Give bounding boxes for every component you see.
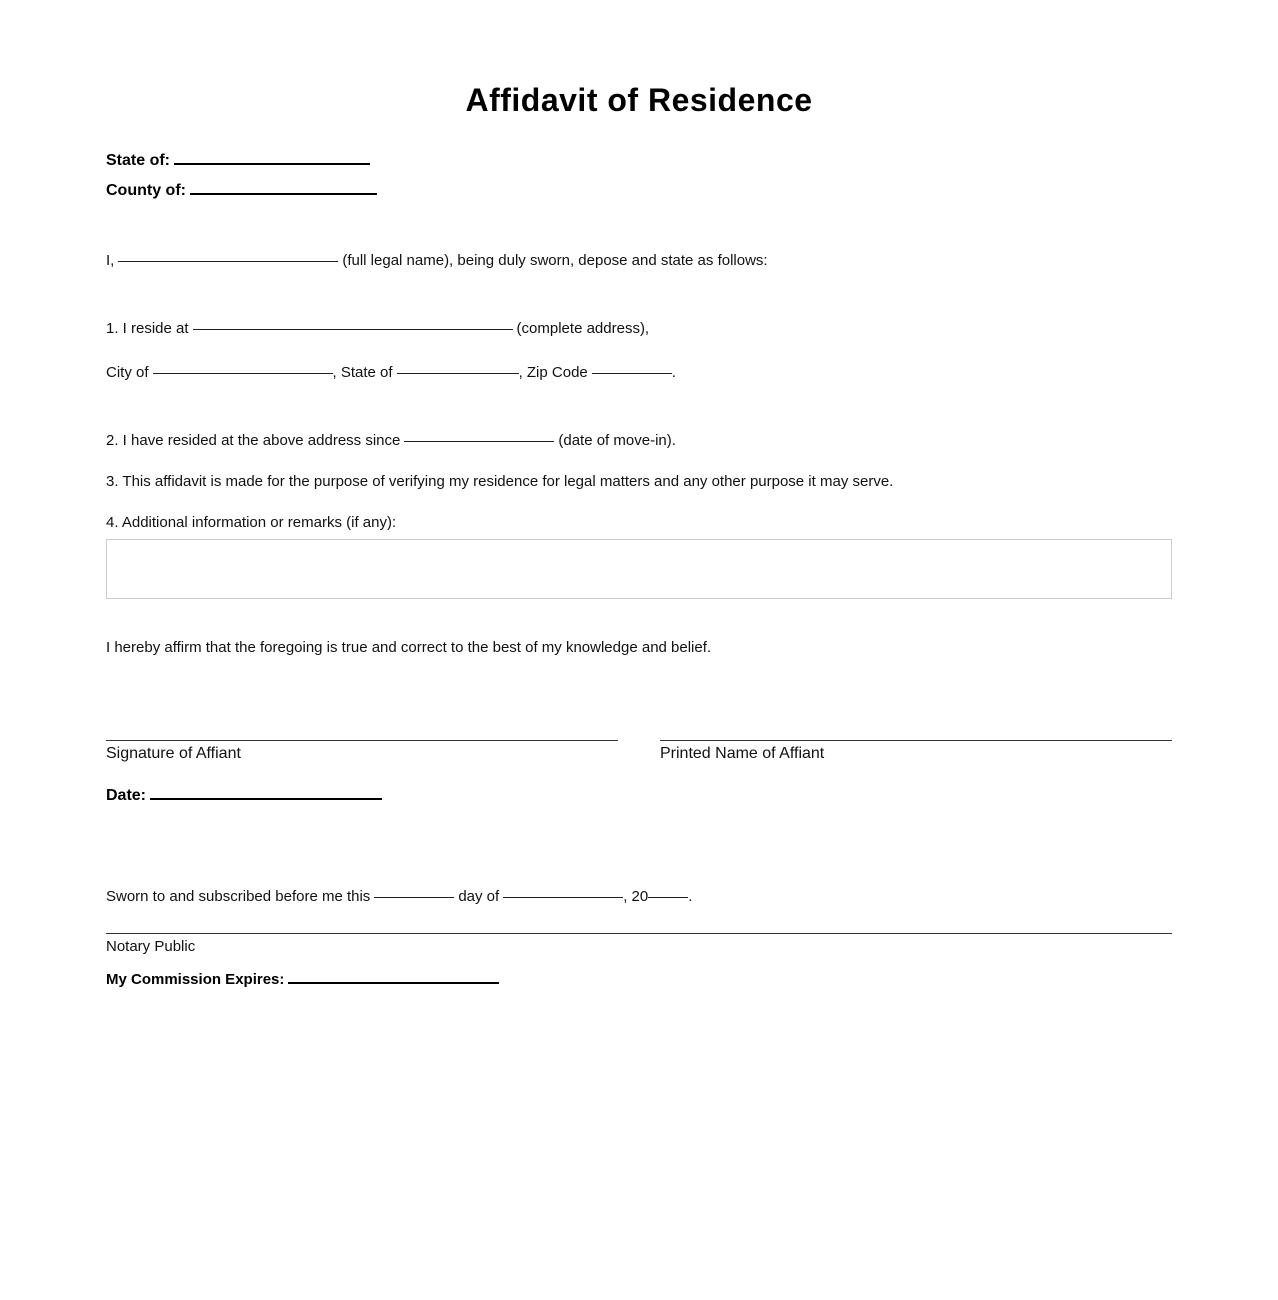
zip-label: , Zip Code [518, 364, 588, 381]
commission-blank[interactable] [288, 981, 499, 984]
city-blank[interactable] [153, 373, 333, 374]
day-of-label: day of [458, 888, 500, 905]
printed-name-label: Printed Name of Affiant [660, 745, 825, 762]
intro-line [106, 252, 768, 269]
notary-label: Notary Public [106, 938, 196, 955]
county-blank[interactable] [190, 192, 377, 195]
item-1-prefix: 1. I reside at [106, 320, 189, 337]
commission-label: My Commission Expires: [106, 971, 285, 988]
county-label: County of: [106, 182, 186, 199]
zip-blank[interactable] [592, 373, 672, 374]
state-label: State of: [106, 152, 170, 169]
sworn-prefix: Sworn to and subscribed before me this [106, 888, 371, 905]
commission-field [106, 971, 499, 988]
sworn-end: . [688, 888, 693, 905]
state-blank[interactable] [174, 162, 370, 165]
date-field [106, 787, 382, 805]
date-label: Date: [106, 787, 147, 804]
year-blank[interactable] [648, 897, 688, 898]
move-in-date-blank[interactable] [404, 441, 554, 442]
item-4: 4. Additional information or remarks (if any): [106, 514, 397, 531]
item-1 [106, 320, 649, 337]
notary-signature-line[interactable] [106, 933, 1172, 934]
address-line [106, 364, 676, 381]
signature-label: Signature of Affiant [106, 745, 241, 762]
full-name-blank[interactable] [118, 261, 338, 262]
remarks-textarea[interactable] [106, 539, 1172, 599]
printed-name-line[interactable] [660, 740, 1172, 741]
intro-prefix: I, [106, 252, 115, 269]
item-2-prefix: 2. I have resided at the above address since [106, 432, 401, 449]
county-field [106, 182, 377, 200]
item-2-suffix: (date of move-in). [558, 432, 676, 449]
signature-line[interactable] [106, 740, 618, 741]
state-field [106, 152, 370, 170]
item-3: 3. This affidavit is made for the purpose of verifying my residence for legal matters and any other purpose it may serve. [106, 473, 894, 490]
document-title: Affidavit of Residence [465, 82, 813, 118]
intro-suffix: (full legal name), being duly sworn, depose and state as follows: [342, 252, 768, 269]
affirmation-text: I hereby affirm that the foregoing is true and correct to the best of my knowledge and belief. [106, 639, 712, 656]
address-end: . [671, 364, 676, 381]
date-blank[interactable] [150, 797, 382, 800]
city-label: City of [106, 364, 149, 381]
sworn-line [106, 888, 692, 905]
item-2 [106, 432, 676, 449]
address-blank[interactable] [193, 329, 513, 330]
state-of-label: , State of [332, 364, 393, 381]
day-blank[interactable] [374, 897, 454, 898]
address-state-blank[interactable] [397, 373, 519, 374]
year-prefix: , 20 [623, 888, 649, 905]
month-blank[interactable] [503, 897, 623, 898]
item-1-suffix: (complete address), [516, 320, 650, 337]
